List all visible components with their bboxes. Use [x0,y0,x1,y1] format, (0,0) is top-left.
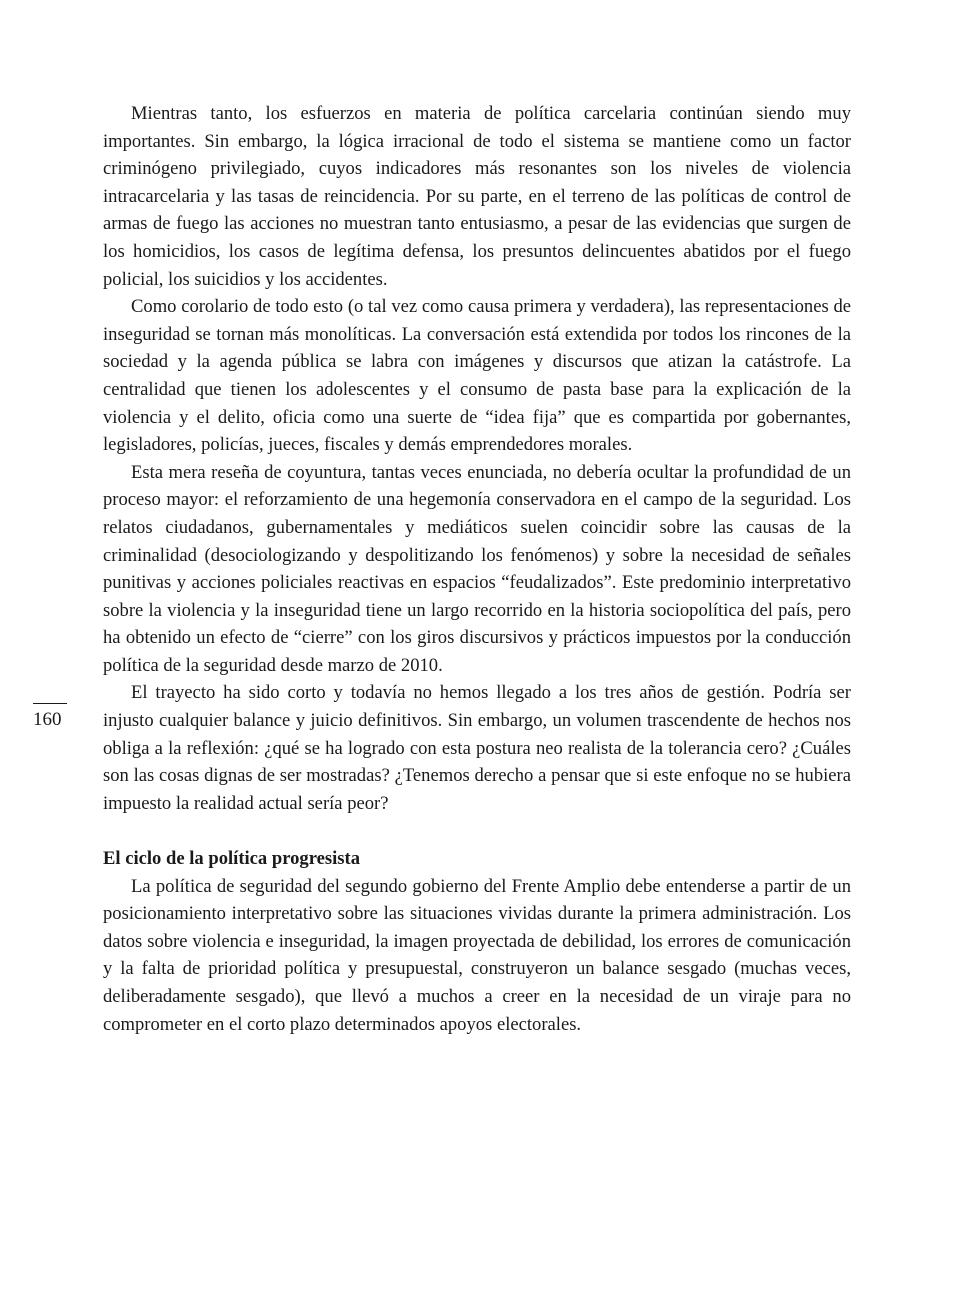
paragraph: Esta mera reseña de coyuntura, tantas veces enunciada, no debería ocultar la profundidad de un proceso mayor: el reforzamiento de una hegemonía conservadora en el campo de la seguridad. Los relatos ciudadanos, gubernamentales y mediáticos suelen coincidir sobre las causas de la criminalidad (desociologizando y despolitizando los fenómenos) y sobre la necesidad de señales punitivas y acciones policiales reactivas en espacios “feudalizados”. Este predominio interpretativo sobre la violencia y la inseguridad tiene un largo recorrido en la historia sociopolítica del país, pero ha obtenido un efecto de “cierre” con los giros discursivos y prácticos impuestos por la conducción política de la seguridad desde marzo de 2010. [103,461,851,676]
paragraph: La política de seguridad del segundo gobierno del Frente Amplio debe entenderse a partir de un posicionamiento interpretativo sobre las situaciones vividas durante la primera administración. Los datos sobre violencia e inseguridad, la imagen proyectada de debilidad, los errores de comunicación y la falta de prioridad política y presupuestal, construyeron un balance sesgado (muchas veces, deliberadamente sesgado), que llevó a muchos a creer en la necesidad de un viraje para no comprometer en el corto plazo determinados apoyos electorales. [103,875,851,1035]
section-heading: El ciclo de la política progresista [103,848,361,870]
paragraph: Como corolario de todo esto (o tal vez como causa primera y verdadera), las representaciones de inseguridad se tornan más monolíticas. La conversación está extendida por todos los rincones de la sociedad y la agenda pública se labra con imágenes y discursos que atizan la catástrofe. La centralidad que tienen los adolescentes y el consumo de pasta base para la explicación de la violencia y el delito, oficia como una suerte de “idea fija” que es compartida por gobernantes, legisladores, policías, jueces, fiscales y demás emprendedores morales. [103,296,851,456]
page-number: 160 [33,709,62,730]
paragraph: El trayecto ha sido corto y todavía no hemos llegado a los tres años de gestión. Podría ser injusto cualquier balance y juicio definitivos. Sin embargo, un volumen trascendente de hechos nos obliga a la reflexión: ¿qué se ha logrado con esta postura neo realista de la tolerancia cero? ¿Cuáles son las cosas dignas de ser mostradas? ¿Tenemos derecho a pensar que si este enfoque no se hubiera impuesto la realidad actual sería peor? [103,682,851,814]
body-text [103,100,851,1038]
page-number-rule [33,703,67,704]
paragraph: Mientras tanto, los esfuerzos en materia de política carcelaria continúan siendo muy importantes. Sin embargo, la lógica irracional de todo el sistema se mantiene como un factor criminógeno privilegiado, cuyos indicadores más resonantes son los niveles de violencia intracarcelaria y las tasas de reincidencia. Por su parte, en el terreno de las políticas de control de armas de fuego las acciones no muestran tanto entusiasmo, a pesar de las evidencias que surgen de los homicidios, los casos de legítima defensa, los presuntos delincuentes abatidos por el fuego policial, los suicidios y los accidentes. [103,103,851,290]
